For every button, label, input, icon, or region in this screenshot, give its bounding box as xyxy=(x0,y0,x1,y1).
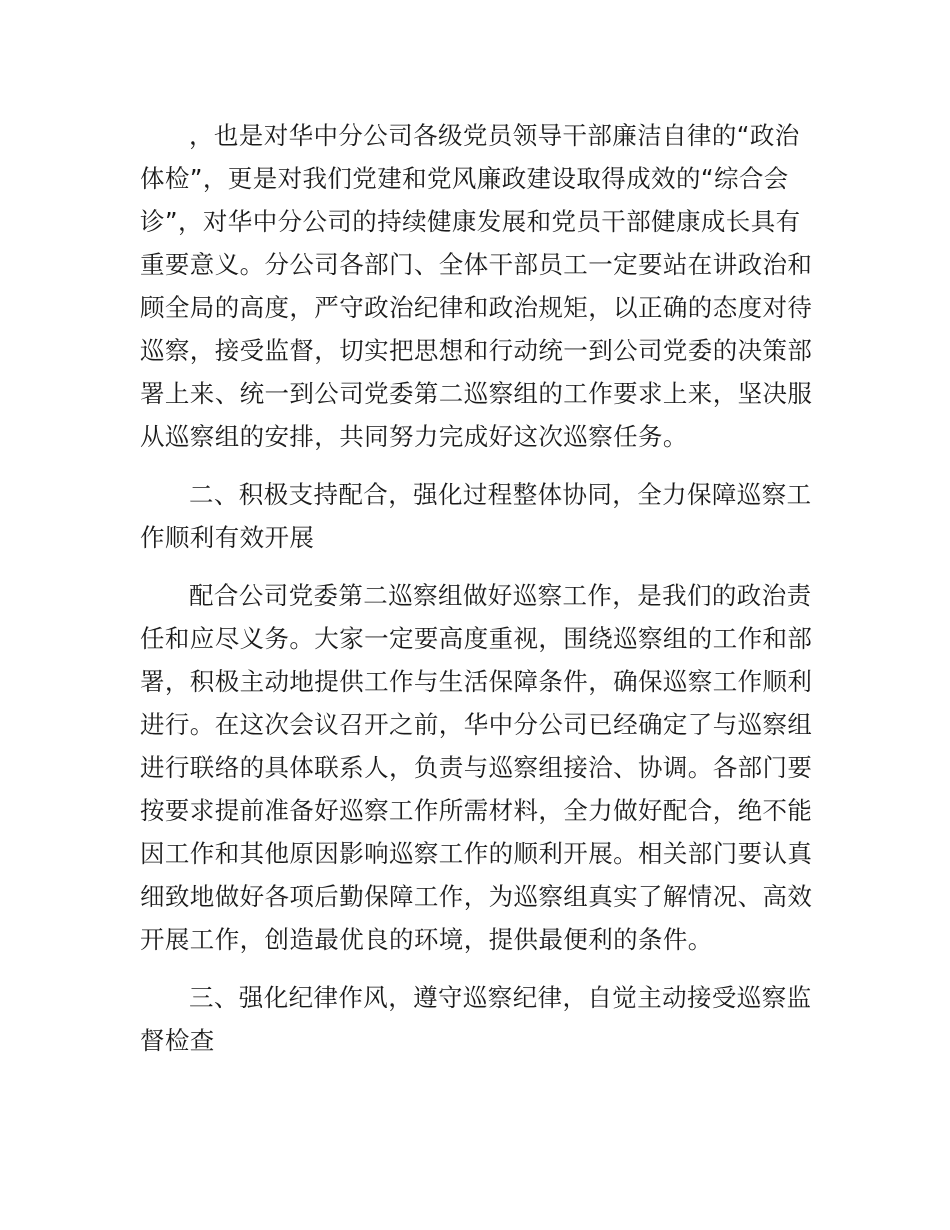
text-line: 顾全局的高度，严守政治纪律和政治规矩，以正确的态度对待 xyxy=(140,293,813,322)
document-body xyxy=(140,114,820,1077)
text-line: 体检”，更是对我们党建和党风廉政建设取得成效的“综合会 xyxy=(140,164,789,193)
text-line: 从巡察组的安排，共同努力完成好这次巡察任务。 xyxy=(140,422,688,451)
heading-line: 作顺利有效开展 xyxy=(140,523,315,552)
text-line: 进行联络的具体联系人，负责与巡察组接洽、协调。各部门要 xyxy=(140,753,813,782)
heading-line: 二、积极支持配合，强化过程整体协同，全力保障巡察工 xyxy=(189,480,812,509)
section-heading-3 xyxy=(140,976,820,1062)
text-line: 重要意义。分公司各部门、全体干部员工一定要站在讲政治和 xyxy=(140,250,813,279)
text-line: 配合公司党委第二巡察组做好巡察工作，是我们的政治责 xyxy=(189,581,812,610)
text-line: 因工作和其他原因影响巡察工作的顺利开展。相关部门要认真 xyxy=(140,839,813,868)
text-line: ，也是对华中分公司各级党员领导干部廉洁自律的“政治 xyxy=(189,121,800,150)
text-line: 任和应尽义务。大家一定要高度重视，围绕巡察组的工作和部 xyxy=(140,624,813,653)
text-line: 署，积极主动地提供工作与生活保障条件，确保巡察工作顺利 xyxy=(140,667,813,696)
text-line: 署上来、统一到公司党委第二巡察组的工作要求上来，坚决服 xyxy=(140,379,813,408)
text-line: 开展工作，创造最优良的环境，提供最便利的条件。 xyxy=(140,925,713,954)
paragraph-cooperation xyxy=(140,574,820,961)
text-line: 细致地做好各项后勤保障工作，为巡察组真实了解情况、高效 xyxy=(140,882,813,911)
text-line: 巡察，接受监督，切实把思想和行动统一到公司党委的决策部 xyxy=(140,336,813,365)
text-line: 按要求提前准备好巡察工作所需材料，全力做好配合，绝不能 xyxy=(140,796,813,825)
paragraph-significance xyxy=(140,114,820,458)
heading-line: 督检查 xyxy=(140,1026,215,1055)
text-line: 进行。在这次会议召开之前，华中分公司已经确定了与巡察组 xyxy=(140,710,813,739)
text-line: 诊”，对华中分公司的持续健康发展和党员干部健康成长具有 xyxy=(140,207,801,236)
section-heading-2 xyxy=(140,473,820,559)
heading-line: 三、强化纪律作风，遵守巡察纪律，自觉主动接受巡察监 xyxy=(189,983,812,1012)
